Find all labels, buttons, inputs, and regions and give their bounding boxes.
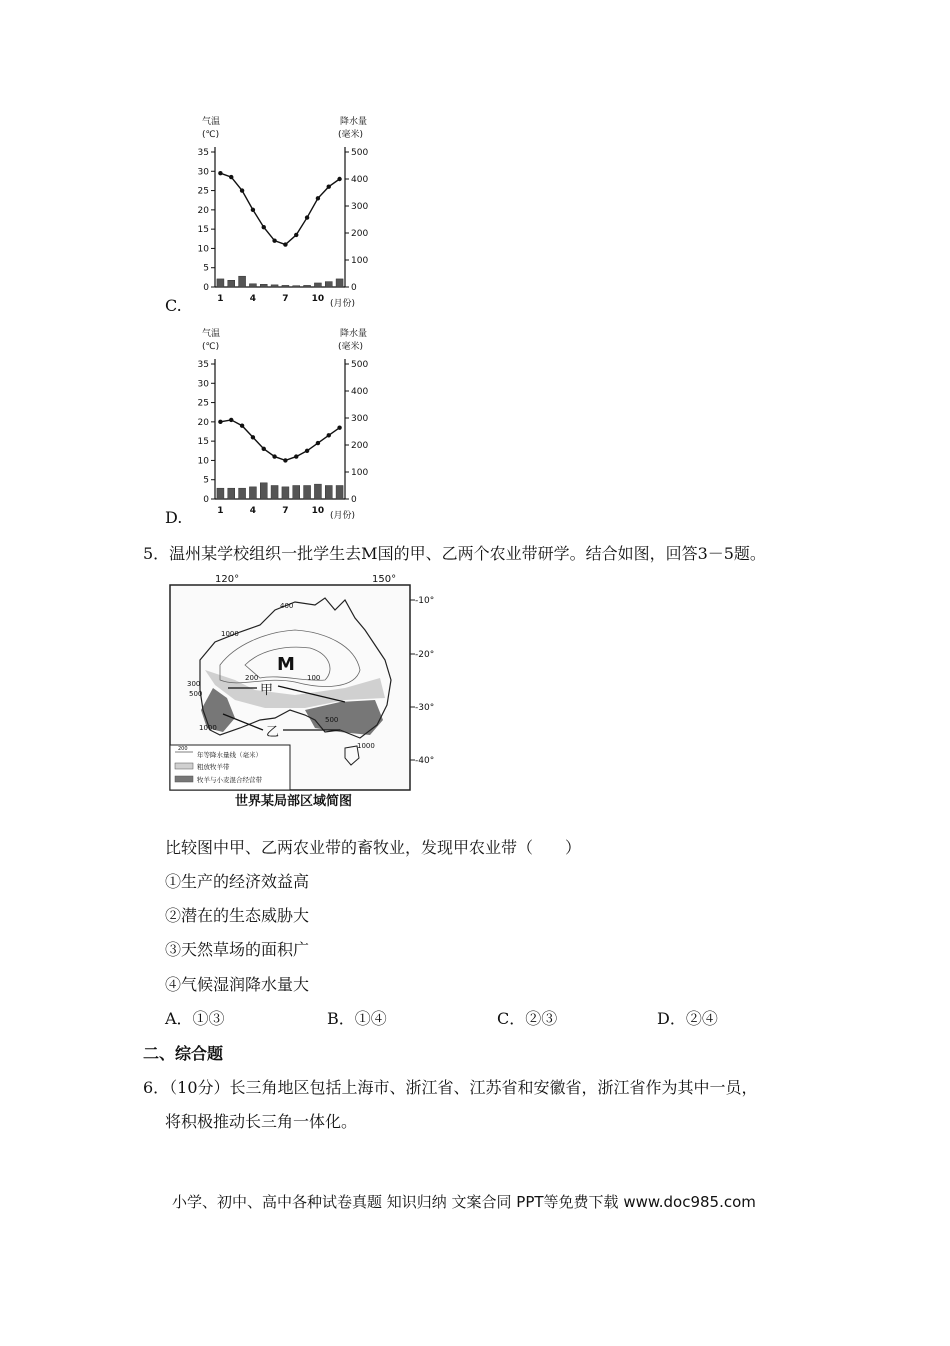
temp-tick-label: 20 [197, 417, 209, 428]
temp-point [240, 424, 244, 428]
month-tick-label: 1 [217, 294, 224, 304]
option-c: C．②③ [497, 1009, 558, 1028]
temp-point [229, 418, 233, 422]
temp-tick-label: 5 [203, 263, 209, 274]
precip-bar [239, 488, 246, 499]
precip-axis-title: 降水量 [340, 117, 368, 127]
statement-3: ③天然草场的面积广 [165, 940, 310, 959]
zone-label-jia: 甲 [260, 683, 274, 698]
precip-bar [217, 279, 224, 287]
lat-label-10: -10° [415, 596, 435, 606]
statement-1: ①生产的经济效益高 [165, 872, 310, 891]
temp-tick-label: 5 [203, 475, 209, 486]
lon-label-150: 150° [372, 574, 397, 585]
temp-tick-label: 10 [197, 456, 209, 467]
temp-point [240, 188, 244, 192]
option-c-label: C. [165, 296, 182, 315]
temp-point [272, 454, 276, 458]
precip-axis-unit: (毫米) [338, 130, 364, 140]
precip-tick-label: 100 [351, 256, 369, 266]
temp-tick-label: 25 [197, 398, 209, 409]
option-d: D．②④ [657, 1009, 718, 1028]
map-caption: 世界某局部区域简图 [235, 794, 353, 809]
precip-bar [271, 285, 278, 287]
temp-point [337, 425, 341, 429]
precip-bar [314, 484, 321, 499]
climate-chart-c [180, 112, 390, 317]
page-footer: 小学、初中、高中各种试卷真题 知识归纳 文案合同 PPT等免费下载 www.doc985.com [172, 1193, 756, 1211]
temp-point [283, 242, 287, 246]
temp-point [229, 175, 233, 179]
country-label-m: M [277, 654, 295, 675]
option-a: A．①③ [165, 1009, 225, 1028]
temp-tick-label: 35 [197, 148, 209, 158]
month-tick-label: 10 [311, 506, 325, 516]
temp-axis-title: 气温 [202, 117, 221, 127]
precip-bar [293, 486, 300, 500]
temp-tick-label: 15 [197, 437, 209, 448]
temp-tick-label: 10 [197, 244, 209, 255]
temp-axis-unit: (℃) [202, 342, 220, 352]
statement-4: ④气候湿润降水量大 [165, 975, 310, 994]
precip-tick-label: 400 [351, 175, 369, 185]
precip-tick-label: 300 [351, 414, 369, 424]
precip-bar [228, 280, 235, 287]
isohyet-value: 500 [325, 716, 339, 724]
month-tick-label: 4 [249, 506, 257, 516]
legend-isohyet: 年等降水量线（毫米） [197, 751, 262, 759]
precip-tick-label: 400 [351, 387, 369, 397]
precip-bar [249, 487, 256, 499]
temp-point [337, 177, 341, 181]
temp-tick-label: 30 [197, 379, 209, 390]
question-6-line-2: 将积极推动长三角一体化。 [165, 1112, 358, 1131]
temp-point [283, 458, 287, 462]
precip-tick-label: 0 [351, 495, 357, 505]
sub-question: 比较图中甲、乙两农业带的畜牧业，发现甲农业带（ ） [165, 838, 582, 857]
precip-bar [304, 285, 311, 287]
section-heading: 二、综合题 [143, 1044, 224, 1063]
temp-point [251, 435, 255, 439]
temp-point [294, 233, 298, 237]
precip-tick-label: 300 [351, 202, 369, 212]
australia-map [165, 570, 445, 810]
lat-label-20: -20° [415, 650, 435, 660]
month-tick-label: 4 [249, 294, 257, 304]
precip-bar [314, 283, 321, 287]
precip-bar [325, 282, 332, 287]
precip-tick-label: 200 [351, 441, 369, 451]
temp-point [327, 185, 331, 189]
month-tick-label: 1 [217, 506, 224, 516]
temp-line [220, 173, 339, 244]
lat-label-40: -40° [415, 756, 435, 766]
temp-tick-label: 25 [197, 186, 209, 197]
isohyet-value: 100 [307, 674, 321, 682]
climate-chart-d [180, 324, 390, 529]
temp-tick-label: 30 [197, 167, 209, 178]
temp-point [327, 433, 331, 437]
temp-point [316, 441, 320, 445]
month-tick-label: 10 [311, 294, 325, 304]
temp-point [272, 239, 276, 243]
temp-tick-label: 15 [197, 225, 209, 236]
option-d-label: D. [165, 508, 183, 527]
isohyet-value: 1000 [221, 630, 239, 638]
chart-plot-d [198, 359, 369, 516]
isohyet-value: 500 [189, 690, 203, 698]
precip-tick-label: 100 [351, 468, 369, 478]
isohyet-value: 300 [187, 680, 201, 688]
zone-label-yi: 乙 [266, 725, 280, 740]
option-b: B．①④ [327, 1009, 387, 1028]
temp-axis-title: 气温 [202, 329, 221, 339]
isohyet-value: 400 [280, 602, 294, 610]
month-tick-label: 7 [282, 506, 289, 516]
question-6-line-1: 6．（10分）长三角地区包括上海市、浙江省、江苏省和安徽省，浙江省作为其中一员， [143, 1078, 758, 1097]
temp-point [305, 215, 309, 219]
lon-label-120: 120° [215, 574, 240, 585]
lat-label-30: -30° [415, 703, 435, 713]
precip-bar [239, 276, 246, 287]
temp-tick-label: 0 [203, 283, 209, 293]
statement-2: ②潜在的生态威胁大 [165, 906, 310, 925]
isohyet-value: 1000 [357, 742, 375, 750]
temp-point [218, 420, 222, 424]
temp-point [294, 454, 298, 458]
precip-bar [336, 279, 343, 287]
precip-axis-unit: (毫米) [338, 342, 364, 352]
temp-point [316, 196, 320, 200]
legend-grazing: 粗放牧羊带 [197, 763, 230, 771]
precip-bar [260, 284, 267, 287]
temp-tick-label: 20 [197, 205, 209, 216]
precip-bar [336, 486, 343, 500]
precip-bar [260, 483, 267, 499]
chart-plot-c [198, 147, 369, 304]
temp-point [305, 449, 309, 453]
temp-point [262, 447, 266, 451]
precip-bar [325, 486, 332, 500]
month-tick-label: 7 [282, 294, 289, 304]
legend-sample-value: 200 [178, 746, 188, 752]
precip-bar [249, 284, 256, 287]
precip-bar [217, 488, 224, 499]
temp-tick-label: 0 [203, 495, 209, 505]
isohyet-value: 200 [245, 674, 259, 682]
legend-mixed: 牧羊与小麦混合经营带 [197, 776, 262, 784]
temp-line [220, 420, 339, 461]
month-unit: (月份) [330, 299, 356, 309]
precip-bar [293, 286, 300, 287]
precip-tick-label: 200 [351, 229, 369, 239]
precip-tick-label: 0 [351, 283, 357, 293]
precip-axis-title: 降水量 [340, 329, 368, 339]
temp-point [251, 208, 255, 212]
precip-tick-label: 500 [351, 148, 369, 158]
temp-tick-label: 35 [197, 360, 209, 370]
precip-bar [282, 487, 289, 499]
precip-bar [282, 285, 289, 287]
temp-point [262, 225, 266, 229]
precip-bar [304, 486, 311, 500]
isohyet-value: 1000 [199, 724, 217, 732]
temp-point [218, 171, 222, 175]
precip-bar [228, 488, 235, 499]
precip-tick-label: 500 [351, 360, 369, 370]
temp-axis-unit: (℃) [202, 130, 220, 140]
precip-bar [271, 486, 278, 500]
question-5-stem: 5．温州某学校组织一批学生去M国的甲、乙两个农业带研学。结合如图，回答3－5题。 [143, 544, 766, 563]
month-unit: (月份) [330, 511, 356, 521]
